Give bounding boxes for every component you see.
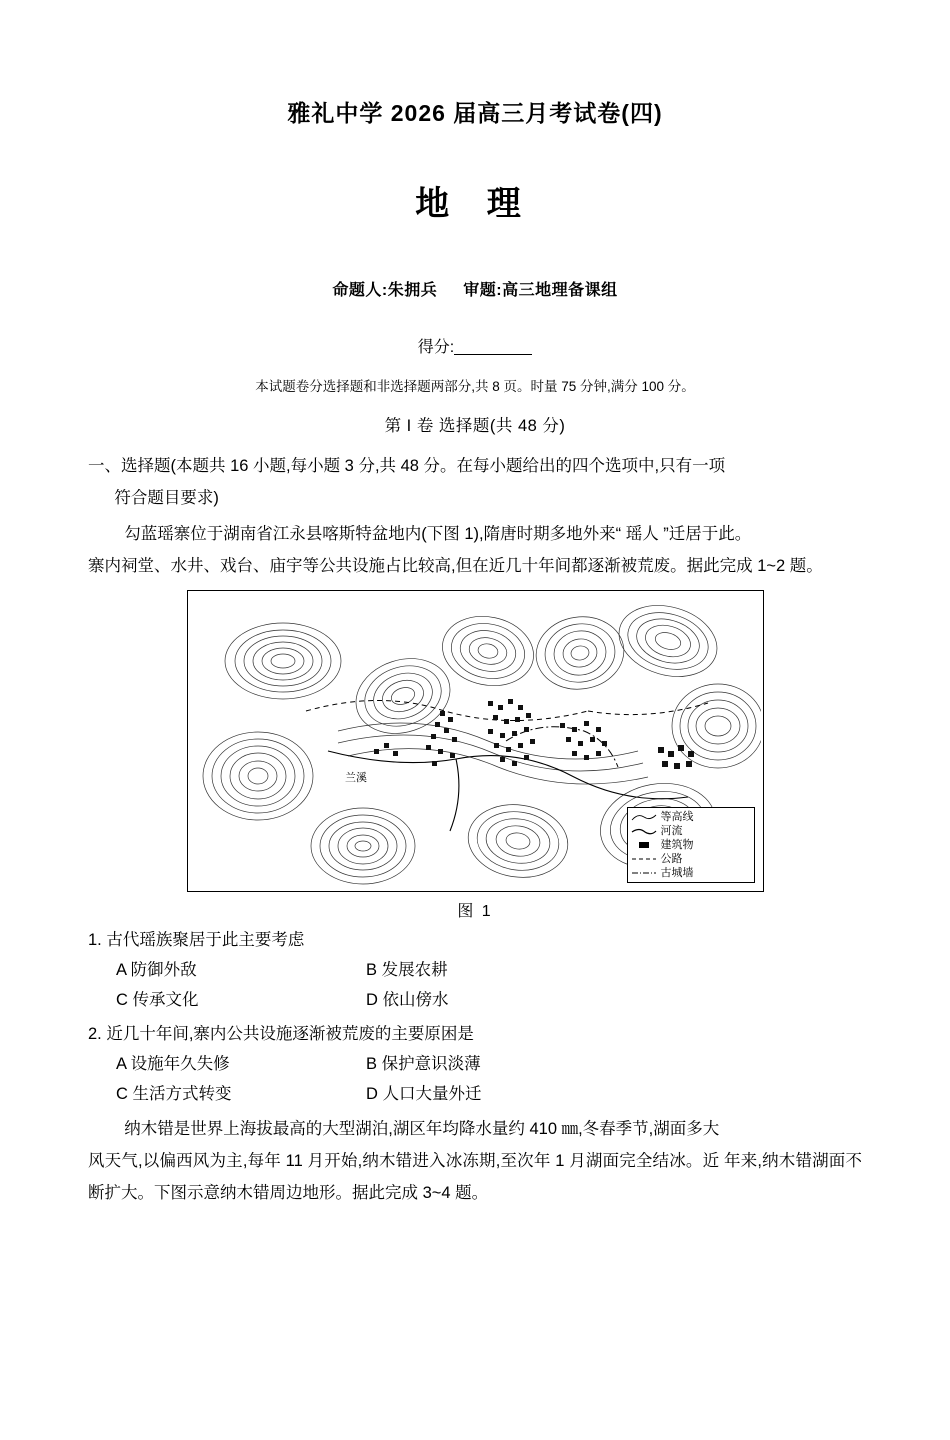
figure-1-image [187, 590, 764, 892]
passage-2-line-1: 纳木错是世界上海拔最高的大型湖泊,湖区年均降水量约 410 ㎜,冬春季节,湖面多大 [124, 1120, 720, 1138]
legend-label: 河流 [660, 825, 683, 837]
contour-hill-5 [435, 608, 539, 694]
road-lines [306, 700, 708, 720]
passage-2-line-2: 风天气,以偏西风为主,每年 11 月开始,纳木错进入冰冻期,至次年 1 月湖面完全结冰。近 [88, 1152, 720, 1170]
contour-hill-8 [672, 684, 761, 768]
building-symbols [374, 699, 694, 769]
figure-1 [88, 590, 862, 921]
legend-item-road [631, 852, 751, 866]
old-wall-icon [631, 868, 657, 878]
option-1-d[interactable]: D 依山傍水 [366, 991, 449, 1009]
contour-hill-6 [531, 611, 628, 695]
legend-item-building [631, 838, 751, 852]
contour-hill-3 [311, 808, 415, 884]
river-icon [631, 826, 657, 836]
road-icon [631, 854, 657, 864]
option-1-b[interactable]: B 发展农耕 [366, 961, 448, 979]
passage-2 [88, 1113, 862, 1209]
option-1-a[interactable]: A 防御外敌 [116, 961, 197, 979]
legend-label: 等高线 [660, 811, 694, 823]
option-row [116, 1079, 862, 1109]
passage-1-line-1: 勾蓝瑶寨位于湖南省江永县喀斯特盆地内(下图 1),隋唐时期多地外来“ 瑶人 ”迁居于此。 [124, 525, 752, 543]
author-label: 命题人: [332, 282, 388, 299]
option-2-d[interactable]: D 人口大量外迁 [366, 1085, 482, 1103]
score-label: 得分: [417, 339, 455, 356]
contour-hill-1 [225, 623, 341, 699]
byline [88, 277, 862, 300]
exam-note: 本试题卷分选择题和非选择题两部分,共 8 页。时量 75 分钟,满分 100 分。 [255, 379, 695, 394]
option-2-c[interactable]: C 生活方式转变 [116, 1085, 232, 1103]
subject-title: 地 理 [415, 185, 535, 223]
legend-label: 公路 [660, 853, 683, 865]
option-row [116, 955, 862, 985]
contour-hill-2 [203, 732, 313, 820]
map-place-label: 兰溪 [344, 772, 367, 784]
figure-1-caption: 图 1 [457, 903, 493, 920]
instruction-line-1: 一、选择题(本题共 16 小题,每小题 3 分,共 48 分。在每小题给出的四个选项中,只有一项 [88, 457, 726, 475]
legend-label: 古城墙 [660, 867, 694, 879]
score-line [88, 334, 862, 357]
question-2-stem: 2. 近几十年间,寨内公共设施逐渐被荒废的主要原困是 [88, 1025, 474, 1043]
question-1-options [88, 955, 862, 1015]
passage-2-line-3: 年来,纳木错湖面不断扩大。下图示意纳木错周边地形。据此完成 3~4 题。 [88, 1152, 862, 1202]
contour-icon [631, 812, 657, 822]
legend-item-contour [631, 810, 751, 824]
map-legend [627, 807, 755, 883]
question-1-stem: 1. 古代瑶族聚居于此主要考虑 [88, 931, 305, 949]
instruction-line-2: 符合题目要求) [114, 489, 219, 507]
contour-hill-7 [610, 595, 725, 688]
question-group-instruction [88, 450, 862, 514]
reviewer-name: 高三地理备课组 [502, 282, 618, 299]
building-icon [631, 840, 657, 850]
legend-item-river [631, 824, 751, 838]
passage-1-line-3: 1~2 题。 [757, 557, 823, 575]
contour-hill-4 [346, 647, 460, 745]
option-1-c[interactable]: C 传承文化 [116, 991, 199, 1009]
score-blank[interactable] [454, 354, 532, 355]
reviewer-label: 审题: [463, 282, 503, 299]
question-2-options [88, 1049, 862, 1109]
passage-1-line-2: 寨内祠堂、水井、戏台、庙宇等公共设施占比较高,但在近几十年间都逐渐被荒废。据此完成 [88, 557, 753, 575]
option-2-a[interactable]: A 设施年久失修 [116, 1055, 230, 1073]
legend-label: 建筑物 [660, 839, 694, 851]
option-2-b[interactable]: B 保护意识淡薄 [366, 1055, 481, 1073]
author-name: 朱拥兵 [387, 282, 438, 299]
section-heading: 第 I 卷 选择题(共 48 分) [384, 417, 566, 435]
page-title: 雅礼中学 2026 届高三月考试卷(四) [287, 100, 663, 126]
option-row [116, 1049, 862, 1079]
legend-item-wall [631, 866, 751, 880]
exam-page [0, 95, 950, 1440]
option-row [116, 985, 862, 1015]
passage-1 [88, 518, 862, 582]
contour-hill-10 [463, 798, 572, 883]
